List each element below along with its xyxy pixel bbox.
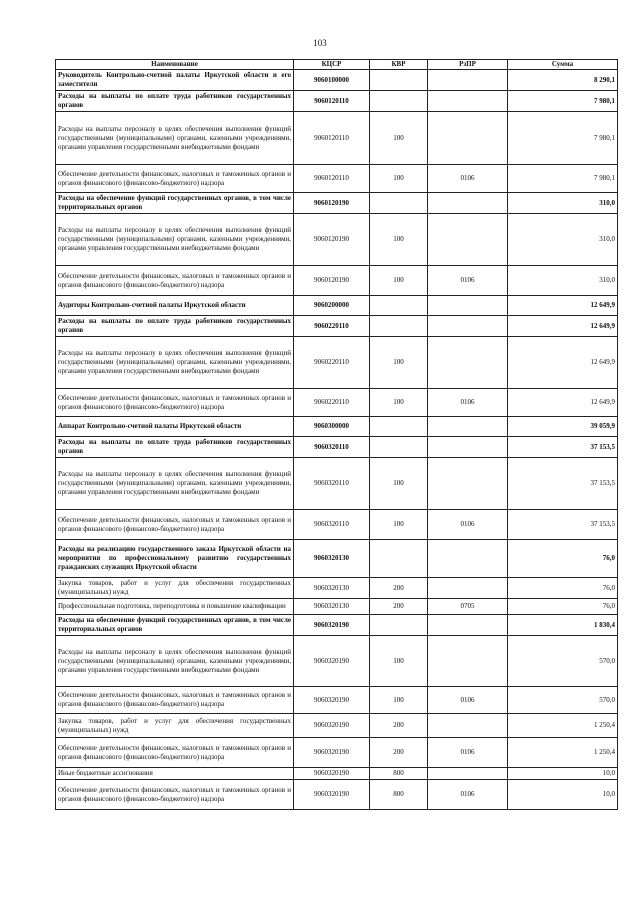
cell-kvr [370, 91, 428, 112]
cell-code: 9060320190 [294, 687, 370, 714]
cell-code: 9060300000 [294, 417, 370, 437]
cell-kvr: 800 [370, 780, 428, 810]
cell-kvr [370, 296, 428, 316]
table-row [56, 337, 618, 389]
table-row [56, 91, 618, 112]
cell-name: Иные бюджетные ассигнования [56, 768, 294, 780]
cell-kvr: 100 [370, 165, 428, 193]
cell-code: 9060320190 [294, 636, 370, 687]
cell-kvr [370, 316, 428, 337]
page-number: 103 [313, 38, 327, 48]
cell-amount: 12 649,9 [508, 296, 618, 316]
table-row [56, 510, 618, 540]
cell-name: Расходы на обеспечение функций государственных органов, в том числе территориальных органов [56, 615, 294, 636]
cell-code: 9060320130 [294, 599, 370, 615]
cell-rzpr: 0106 [428, 780, 508, 810]
table-row [56, 296, 618, 316]
cell-rzpr [428, 214, 508, 266]
cell-code: 9060320190 [294, 714, 370, 738]
cell-code: 9060320190 [294, 768, 370, 780]
cell-kvr: 100 [370, 510, 428, 540]
cell-code: 9060320190 [294, 615, 370, 636]
header-amount: Сумма [508, 60, 618, 70]
cell-code: 9060120190 [294, 193, 370, 214]
cell-amount: 10,0 [508, 768, 618, 780]
table-row [56, 780, 618, 810]
cell-name: Профессиональная подготовка, переподготовка и повышение квалификации [56, 599, 294, 615]
cell-kvr [370, 193, 428, 214]
cell-code: 9060220110 [294, 316, 370, 337]
cell-amount: 76,0 [508, 540, 618, 578]
cell-code: 9060320190 [294, 780, 370, 810]
table-row [56, 578, 618, 599]
cell-amount: 1 250,4 [508, 738, 618, 768]
cell-amount: 76,0 [508, 578, 618, 599]
cell-kvr [370, 540, 428, 578]
cell-name: Расходы на реализацию государственного заказа Иркутской области на мероприятия по профессиональному развитию государственных гражданских служащих Иркутской области [56, 540, 294, 578]
cell-name: Обеспечение деятельности финансовых, налоговых и таможенных органов и органов финансового (финансово-бюджетного) надзора [56, 780, 294, 810]
table-row [56, 437, 618, 458]
cell-kvr: 200 [370, 738, 428, 768]
table-header-row [56, 60, 618, 70]
cell-kvr: 100 [370, 337, 428, 389]
cell-rzpr [428, 70, 508, 91]
cell-rzpr [428, 768, 508, 780]
cell-kvr: 200 [370, 714, 428, 738]
cell-amount: 7 980,1 [508, 112, 618, 165]
cell-rzpr [428, 615, 508, 636]
cell-amount: 10,0 [508, 780, 618, 810]
cell-amount: 1 250,4 [508, 714, 618, 738]
cell-amount: 570,0 [508, 687, 618, 714]
cell-code: 9060320130 [294, 578, 370, 599]
cell-rzpr [428, 714, 508, 738]
cell-name: Руководитель Контрольно-счетной палаты Иркутской области и его заместители [56, 70, 294, 91]
cell-amount: 37 153,5 [508, 510, 618, 540]
cell-kvr: 100 [370, 389, 428, 417]
table-row [56, 615, 618, 636]
cell-code: 9060320110 [294, 437, 370, 458]
cell-code: 9060220110 [294, 337, 370, 389]
cell-kvr: 100 [370, 266, 428, 296]
cell-name: Обеспечение деятельности финансовых, налоговых и таможенных органов и органов финансового (финансово-бюджетного) надзора [56, 266, 294, 296]
cell-kvr [370, 615, 428, 636]
cell-rzpr [428, 296, 508, 316]
cell-name: Аппарат Контрольно-счетной палаты Иркутской области [56, 417, 294, 437]
cell-kvr: 100 [370, 636, 428, 687]
cell-amount: 570,0 [508, 636, 618, 687]
cell-amount: 39 059,9 [508, 417, 618, 437]
table-row [56, 389, 618, 417]
cell-rzpr: 0106 [428, 510, 508, 540]
table-row [56, 714, 618, 738]
cell-code: 9060320190 [294, 738, 370, 768]
budget-table [55, 59, 618, 810]
cell-rzpr: 0705 [428, 599, 508, 615]
cell-rzpr: 0106 [428, 165, 508, 193]
cell-amount: 310,0 [508, 214, 618, 266]
header-rzpr: РзПР [428, 60, 508, 70]
table-row [56, 193, 618, 214]
table-row [56, 214, 618, 266]
cell-code: 9060320110 [294, 458, 370, 510]
table-row [56, 768, 618, 780]
table-row [56, 165, 618, 193]
cell-name: Расходы на выплаты персоналу в целях обеспечения выполнения функций государственными (муниципальными) органами, казенными учреждениями, органами управления государственными внебюджетными фондами [56, 636, 294, 687]
cell-name: Расходы на выплаты по оплате труда работников государственных органов [56, 91, 294, 112]
table-row [56, 417, 618, 437]
cell-amount: 12 649,9 [508, 316, 618, 337]
header-name: Наименование [56, 60, 294, 70]
cell-code: 9060320110 [294, 510, 370, 540]
table-row [56, 70, 618, 91]
table-row [56, 599, 618, 615]
cell-rzpr [428, 91, 508, 112]
cell-code: 9060220110 [294, 389, 370, 417]
cell-kvr: 200 [370, 578, 428, 599]
cell-name: Расходы на выплаты персоналу в целях обеспечения выполнения функций государственными (муниципальными) органами, казенными учреждениями, органами управления государственными внебюджетными фондами [56, 214, 294, 266]
cell-amount: 7 980,1 [508, 91, 618, 112]
table-body [56, 70, 618, 810]
cell-rzpr: 0106 [428, 389, 508, 417]
cell-rzpr: 0106 [428, 738, 508, 768]
cell-amount: 7 980,1 [508, 165, 618, 193]
cell-kvr [370, 70, 428, 91]
cell-name: Закупка товаров, работ и услуг для обеспечения государственных (муниципальных) нужд [56, 578, 294, 599]
cell-amount: 8 290,1 [508, 70, 618, 91]
cell-code: 9060120110 [294, 112, 370, 165]
cell-name: Расходы на выплаты по оплате труда работников государственных органов [56, 316, 294, 337]
cell-name: Закупка товаров, работ и услуг для обеспечения государственных (муниципальных) нужд [56, 714, 294, 738]
cell-kvr: 800 [370, 768, 428, 780]
cell-kvr: 100 [370, 112, 428, 165]
cell-amount: 310,0 [508, 266, 618, 296]
table-row [56, 636, 618, 687]
cell-rzpr: 0106 [428, 266, 508, 296]
table-row [56, 738, 618, 768]
table-row [56, 316, 618, 337]
cell-code: 9060120190 [294, 214, 370, 266]
cell-name: Расходы на выплаты персоналу в целях обеспечения выполнения функций государственными (муниципальными) органами, казенными учреждениями, органами управления государственными внебюджетными фондами [56, 337, 294, 389]
cell-rzpr [428, 458, 508, 510]
cell-rzpr [428, 437, 508, 458]
cell-kvr [370, 437, 428, 458]
cell-code: 9060200000 [294, 296, 370, 316]
cell-code: 9060120190 [294, 266, 370, 296]
table-row [56, 458, 618, 510]
cell-rzpr: 0106 [428, 687, 508, 714]
header-code: КЦСР [294, 60, 370, 70]
cell-name: Обеспечение деятельности финансовых, налоговых и таможенных органов и органов финансового (финансово-бюджетного) надзора [56, 510, 294, 540]
cell-rzpr [428, 193, 508, 214]
cell-kvr: 100 [370, 687, 428, 714]
cell-amount: 37 153,5 [508, 458, 618, 510]
cell-rzpr [428, 417, 508, 437]
cell-amount: 12 649,9 [508, 337, 618, 389]
cell-name: Расходы на обеспечение функций государственных органов, в том числе территориальных органов [56, 193, 294, 214]
table-row [56, 540, 618, 578]
cell-code: 9060320130 [294, 540, 370, 578]
cell-name: Аудиторы Контрольно-счетной палаты Иркутской области [56, 296, 294, 316]
cell-amount: 310,0 [508, 193, 618, 214]
cell-amount: 76,0 [508, 599, 618, 615]
cell-name: Расходы на выплаты персоналу в целях обеспечения выполнения функций государственными (муниципальными) органами, казенными учреждениями, органами управления государственными внебюджетными фондами [56, 458, 294, 510]
cell-name: Расходы на выплаты по оплате труда работников государственных органов [56, 437, 294, 458]
cell-amount: 12 649,9 [508, 389, 618, 417]
table-row [56, 687, 618, 714]
table-row [56, 112, 618, 165]
table-row [56, 266, 618, 296]
cell-name: Обеспечение деятельности финансовых, налоговых и таможенных органов и органов финансового (финансово-бюджетного) надзора [56, 687, 294, 714]
cell-code: 9060120110 [294, 165, 370, 193]
cell-name: Обеспечение деятельности финансовых, налоговых и таможенных органов и органов финансового (финансово-бюджетного) надзора [56, 165, 294, 193]
cell-name: Обеспечение деятельности финансовых, налоговых и таможенных органов и органов финансового (финансово-бюджетного) надзора [56, 389, 294, 417]
cell-rzpr [428, 636, 508, 687]
cell-kvr: 200 [370, 599, 428, 615]
cell-kvr: 100 [370, 214, 428, 266]
cell-rzpr [428, 540, 508, 578]
cell-code: 9060100000 [294, 70, 370, 91]
cell-kvr [370, 417, 428, 437]
cell-rzpr [428, 316, 508, 337]
cell-name: Обеспечение деятельности финансовых, налоговых и таможенных органов и органов финансового (финансово-бюджетного) надзора [56, 738, 294, 768]
cell-code: 9060120110 [294, 91, 370, 112]
cell-rzpr [428, 112, 508, 165]
cell-amount: 1 830,4 [508, 615, 618, 636]
cell-amount: 37 153,5 [508, 437, 618, 458]
cell-rzpr [428, 337, 508, 389]
cell-kvr: 100 [370, 458, 428, 510]
header-kvr: КВР [370, 60, 428, 70]
cell-rzpr [428, 578, 508, 599]
cell-name: Расходы на выплаты персоналу в целях обеспечения выполнения функций государственными (муниципальными) органами, казенными учреждениями, органами управления государственными внебюджетными фондами [56, 112, 294, 165]
